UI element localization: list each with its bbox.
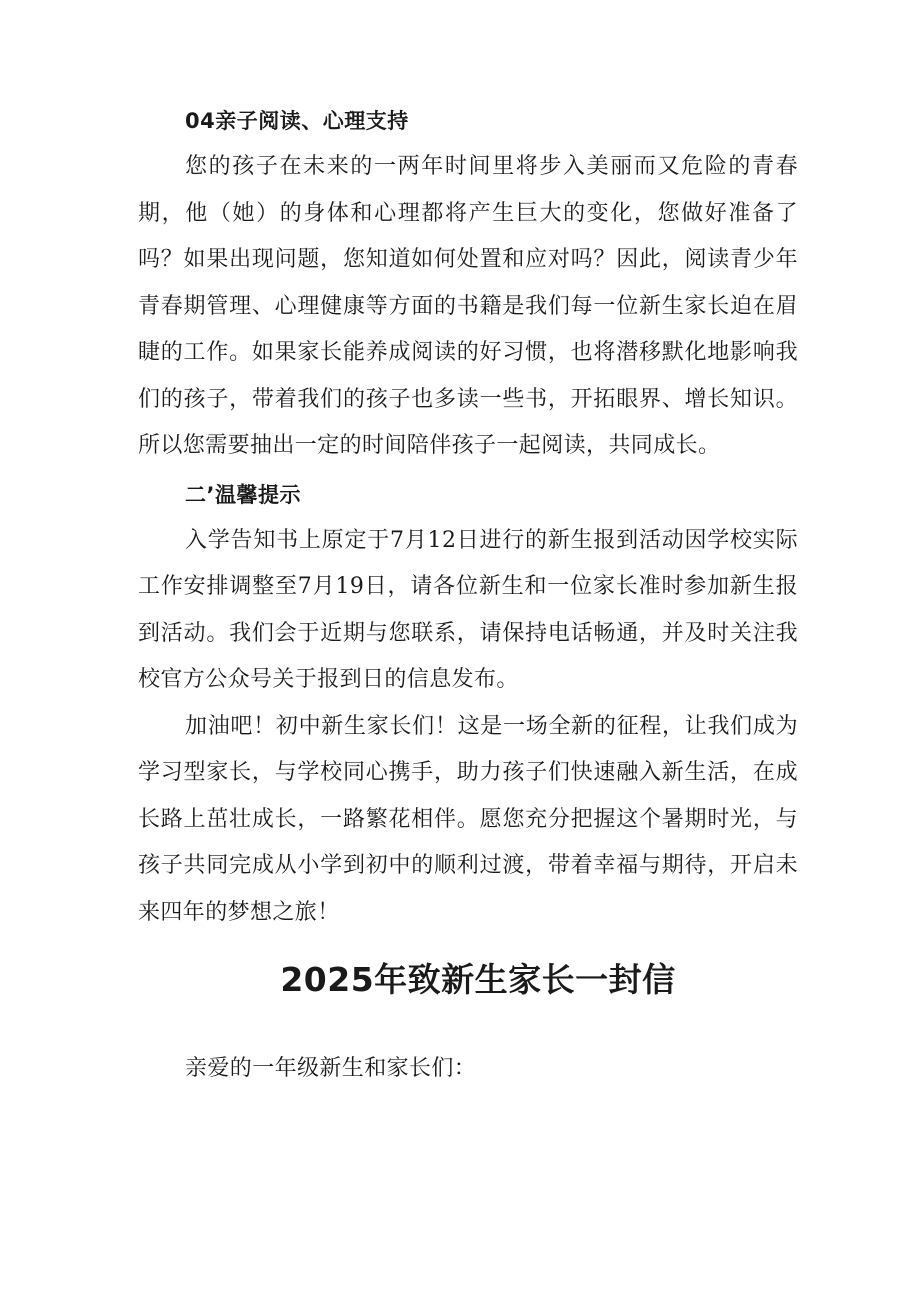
section-04-paragraph: 您的孩子在未来的一两年时间里将步入美丽而又危险的青春期，他（她）的身体和心理都将产生巨大的变化，您做好准备了吗？如果出现问题，您知道如何处置和应对吗？因此，阅读青少年青春期管理、心理健康等方面的书籍是我们每一位新生家长迫在眉睫的工作。如果家长能养成阅读的好习惯，也将潜移默化地影响我们的孩子，带着我们的孩子也多读一些书，开拓眼界、增长知识。所以您需要抽出一定的时间陪伴孩子一起阅读，共同成长。 bbox=[138, 154, 798, 458]
document-body bbox=[138, 98, 798, 1092]
tips-heading: 二’温馨提示 bbox=[185, 482, 301, 507]
tips-paragraph-2: 加油吧！初中新生家长们！这是一场全新的征程，让我们成为学习型家长，与学校同心携手，助力孩子们快速融入新生活，在成长路上茁壮成长，一路繁花相伴。愿您充分把握这个暑期时光，与孩子共同完成从小学到初中的顺利过渡，带着幸福与期待，开启未来四年的梦想之旅！ bbox=[138, 713, 798, 925]
tips-paragraph-1: 入学告知书上原定于7月12日进行的新生报到活动因学校实际工作安排调整至7月19日，请各位新生和一位家长准时参加新生报到活动。我们会于近期与您联系，请保持电话畅通，并及时关注我校官方公众号关于报到日的信息发布。 bbox=[138, 527, 798, 692]
section-04-heading: 04亲子阅读、心理支持 bbox=[185, 109, 409, 133]
letter-salutation: 亲爱的一年级新生和家长们： bbox=[185, 1056, 477, 1081]
letter-title: 2025年致新生家长一封信 bbox=[280, 960, 676, 999]
